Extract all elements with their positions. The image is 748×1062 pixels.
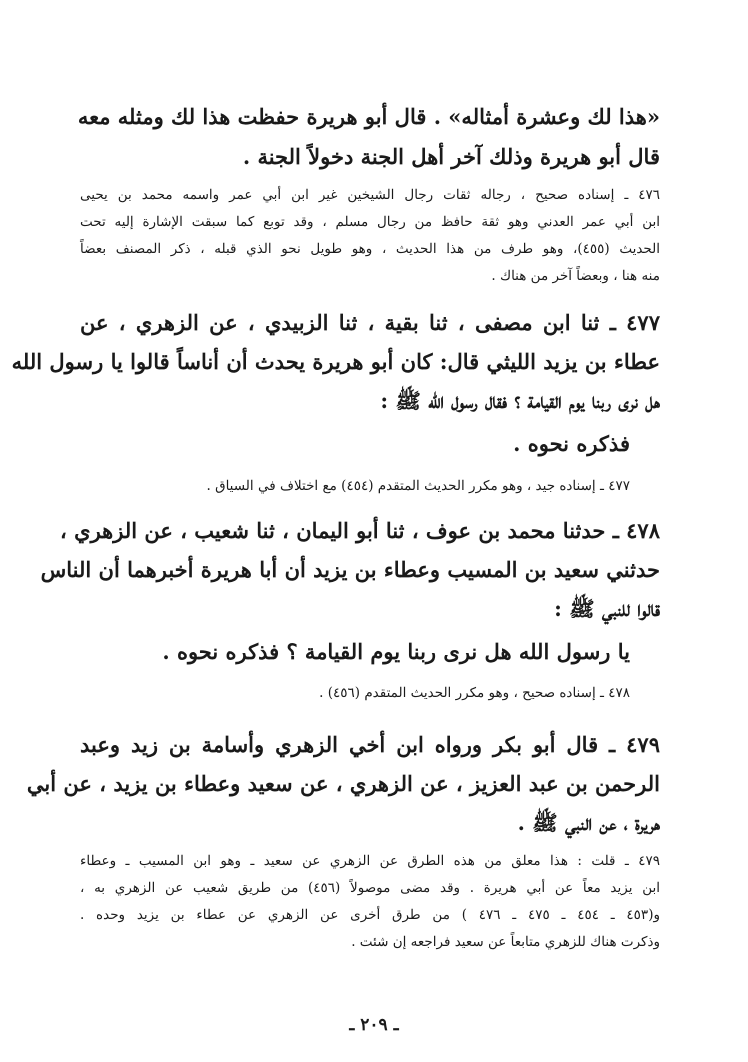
note-478-line-1: ٤٧٨ ـ إسناده صحيح ، وهو مكرر الحديث المتقدم (٤٥٦) .	[319, 685, 630, 701]
hadith-479-line-3: هريرة ، عن النبي ﷺ .	[517, 810, 660, 835]
note-477-line-1: ٤٧٧ ـ إسناده جيد ، وهو مكرر الحديث المتقدم (٤٥٤) مع اختلاف في السياق .	[206, 478, 630, 494]
hadith-476-line-2: قال أبو هريرة وذلك آخر أهل الجنة دخولاً الجنة .	[242, 144, 660, 169]
hadith-477-line-2: عطاء بن يزيد الليثي قال: كان أبو هريرة يحدث أن أناساً قالوا يا رسول الله	[11, 349, 660, 374]
hadith-478-line-3: قالوا للنبي ﷺ :	[554, 596, 660, 621]
hadith-476-line-1: «هذا لك وعشرة أمثاله» . قال أبو هريرة حفظت هذا لك ومثله معه	[77, 104, 660, 129]
note-479-line-1: ٤٧٩ ـ قلت : هذا معلق من هذه الطرق عن الزهري عن سعيد ـ وهو ابن المسيب ـ وعطاء	[80, 853, 660, 869]
hadith-479-line-2: الرحمن بن عبد العزيز ، عن الزهري ، عن سعيد وعطاء بن يزيد ، عن أبي	[26, 771, 660, 796]
page-number: ـ ٢٠٩ ـ	[349, 1015, 399, 1035]
hadith-477-line-3: هل نرى ربنا يوم القيامة ؟ فقال رسول الله ﷺ :	[380, 388, 660, 413]
note-479-line-4: وذكرت هناك للزهري متابعاً عن سعيد فراجعه إن شئت .	[351, 934, 660, 950]
note-476-line-3: الحديث (٤٥٥)، وهو طرف من هذا الحديث ، وهو طويل نحو الذي قبله ، ذكر المصنف بعضاً	[80, 241, 660, 257]
note-476-line-4: منه هنا ، وبعضاً آخر من هناك .	[491, 268, 660, 284]
hadith-479-line-1: ٤٧٩ ـ قال أبو بكر ورواه ابن أخي الزهري وأسامة بن زيد وعبد	[80, 732, 660, 757]
hadith-477-line-1: ٤٧٧ ـ ثنا ابن مصفى ، ثنا بقية ، ثنا الزبيدي ، عن الزهري ، عن	[80, 310, 660, 335]
hadith-478-line-2: حدثني سعيد بن المسيب وعطاء بن يزيد أن أبا هريرة أخبرهما أن الناس	[40, 557, 660, 582]
note-476-line-2: ابن أبي عمر العدني وهو ثقة حافظ من رجال مسلم ، وقد توبع كما سبقت الإشارة إليه تحت	[80, 214, 660, 230]
hadith-478-line-1: ٤٧٨ ـ حدثنا محمد بن عوف ، ثنا أبو اليمان ، ثنا شعيب ، عن الزهري ،	[60, 518, 660, 543]
note-476-line-1: ٤٧٦ ـ إسناده صحيح ، رجاله ثقات رجال الشيخين غير ابن أبي عمر واسمه محمد بن يحيى	[80, 187, 660, 203]
note-479-line-3: و(٤٥٣ ـ ٤٥٤ ـ ٤٧٥ ـ ٤٧٦ ) من طرق أخرى عن الزهري عن عطاء بن يزيد وحده .	[80, 907, 660, 923]
hadith-478-line-4: يا رسول الله هل نرى ربنا يوم القيامة ؟ فذكره نحوه .	[162, 639, 630, 664]
hadith-477-line-4: فذكره نحوه .	[513, 431, 630, 456]
note-479-line-2: ابن يزيد معاً عن أبي هريرة . وقد مضى موصولاً (٤٥٦) من طريق شعيب عن الزهري به ،	[80, 880, 660, 896]
